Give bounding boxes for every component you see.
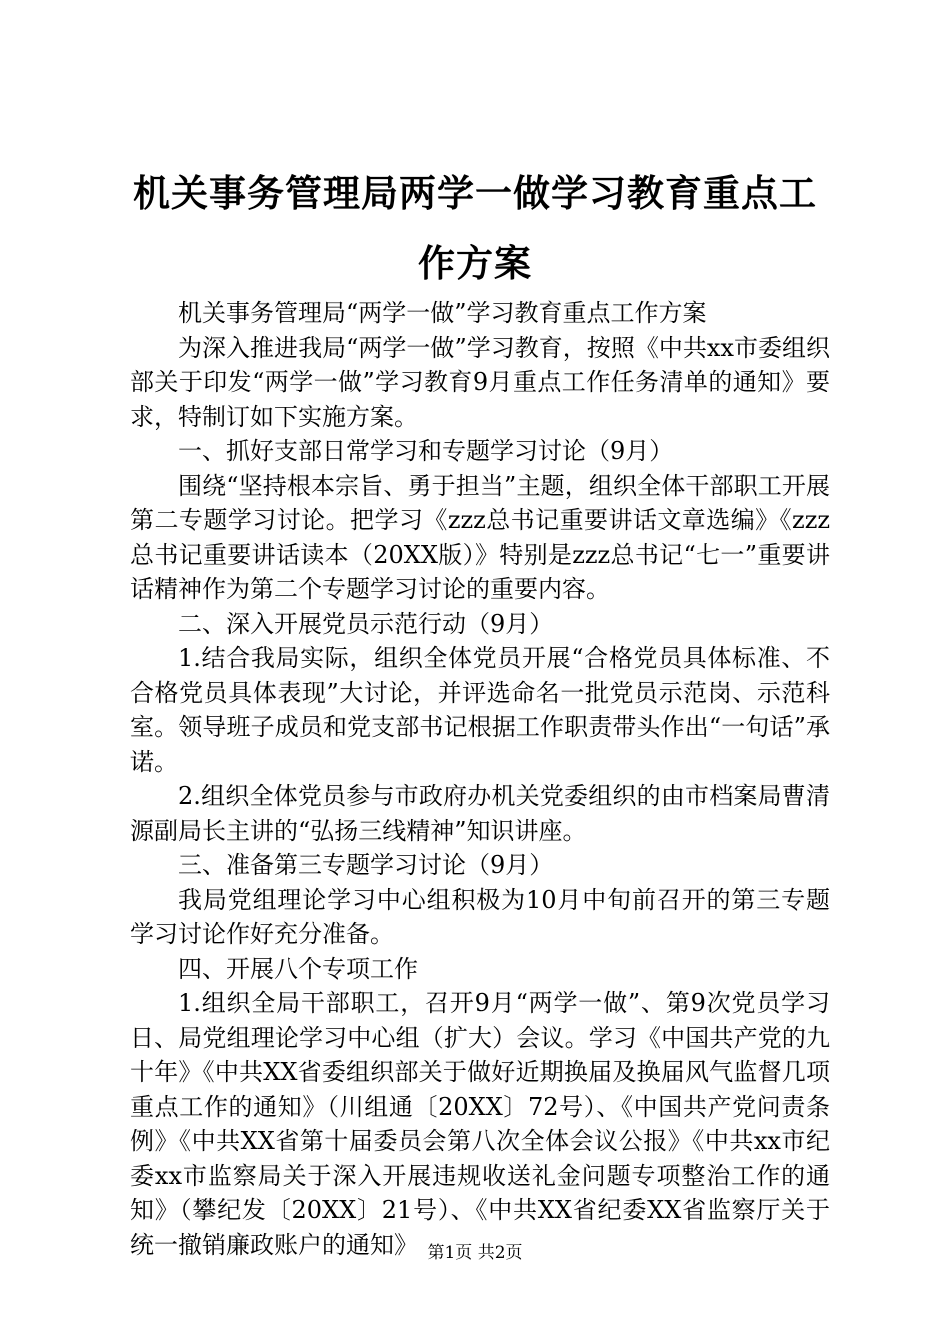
paragraph: 1.结合我局实际，组织全体党员开展“合格党员具体标准、不合格党员具体表现”大讨论，并评选命名一批党员示范岗、示范科室。领导班子成员和党支部书记根据工作职责带头作出“一句话”承诺。 (130, 644, 830, 776)
paragraph: 2.组织全体党员参与市政府办机关党委组织的由市档案局曹清源副局长主讲的“弘扬三线精神”知识讲座。 (130, 782, 830, 845)
section-heading: 三、准备第三专题学习讨论（9月） (178, 851, 554, 879)
paragraph: 围绕“坚持根本宗旨、勇于担当”主题，组织全体干部职工开展第二专题学习讨论。把学习《zzz总书记重要讲话文章选编》《zzz总书记重要讲话读本（20XX版）》特别是zzz总书记“七一”重要讲话精神作为第二个专题学习讨论的重要内容。 (130, 471, 830, 603)
paragraph: 我局党组理论学习中心组积极为10月中旬前召开的第三专题学习讨论作好充分准备。 (130, 885, 830, 948)
page-footer: 第1页 共2页 (427, 1243, 523, 1263)
paragraph: 1.组织全局干部职工，召开9月“两学一做”、第9次党员学习日、局党组理论学习中心组（扩大）会议。学习《中国共产党的九十年》《中共XX省委组织部关于做好近期换届及换届风气监督几项重点工作的通知》（川组通〔20XX〕72号）、《中国共产党问责条例》《中共XX省第十届委员会第八次全体会议公报》《中共xx市纪委xx市监察局关于深入开展违规收送礼金问题专项整治工作的通知》（攀纪发〔20XX〕21号）、《中共XX省纪委XX省监察厅关于统一撤销廉政账户的通知》 (130, 989, 830, 1259)
section-heading: 二、深入开展党员示范行动（9月） (178, 609, 554, 638)
section-heading: 四、开展八个专项工作 (178, 954, 418, 983)
document-body (130, 296, 830, 1262)
section-heading: 一、抓好支部日常学习和专题学习讨论（9月） (178, 437, 674, 465)
paragraph-heading: 机关事务管理局“两学一做”学习教育重点工作方案 (178, 299, 707, 327)
document-title: 机关事务管理局两学一做学习教育重点工作方案 (133, 171, 817, 285)
paragraph: 为深入推进我局“两学一做”学习教育，按照《中共xx市委组织部关于印发“两学一做”学习教育9月重点工作任务清单的通知》要求，特制订如下实施方案。 (130, 333, 830, 431)
